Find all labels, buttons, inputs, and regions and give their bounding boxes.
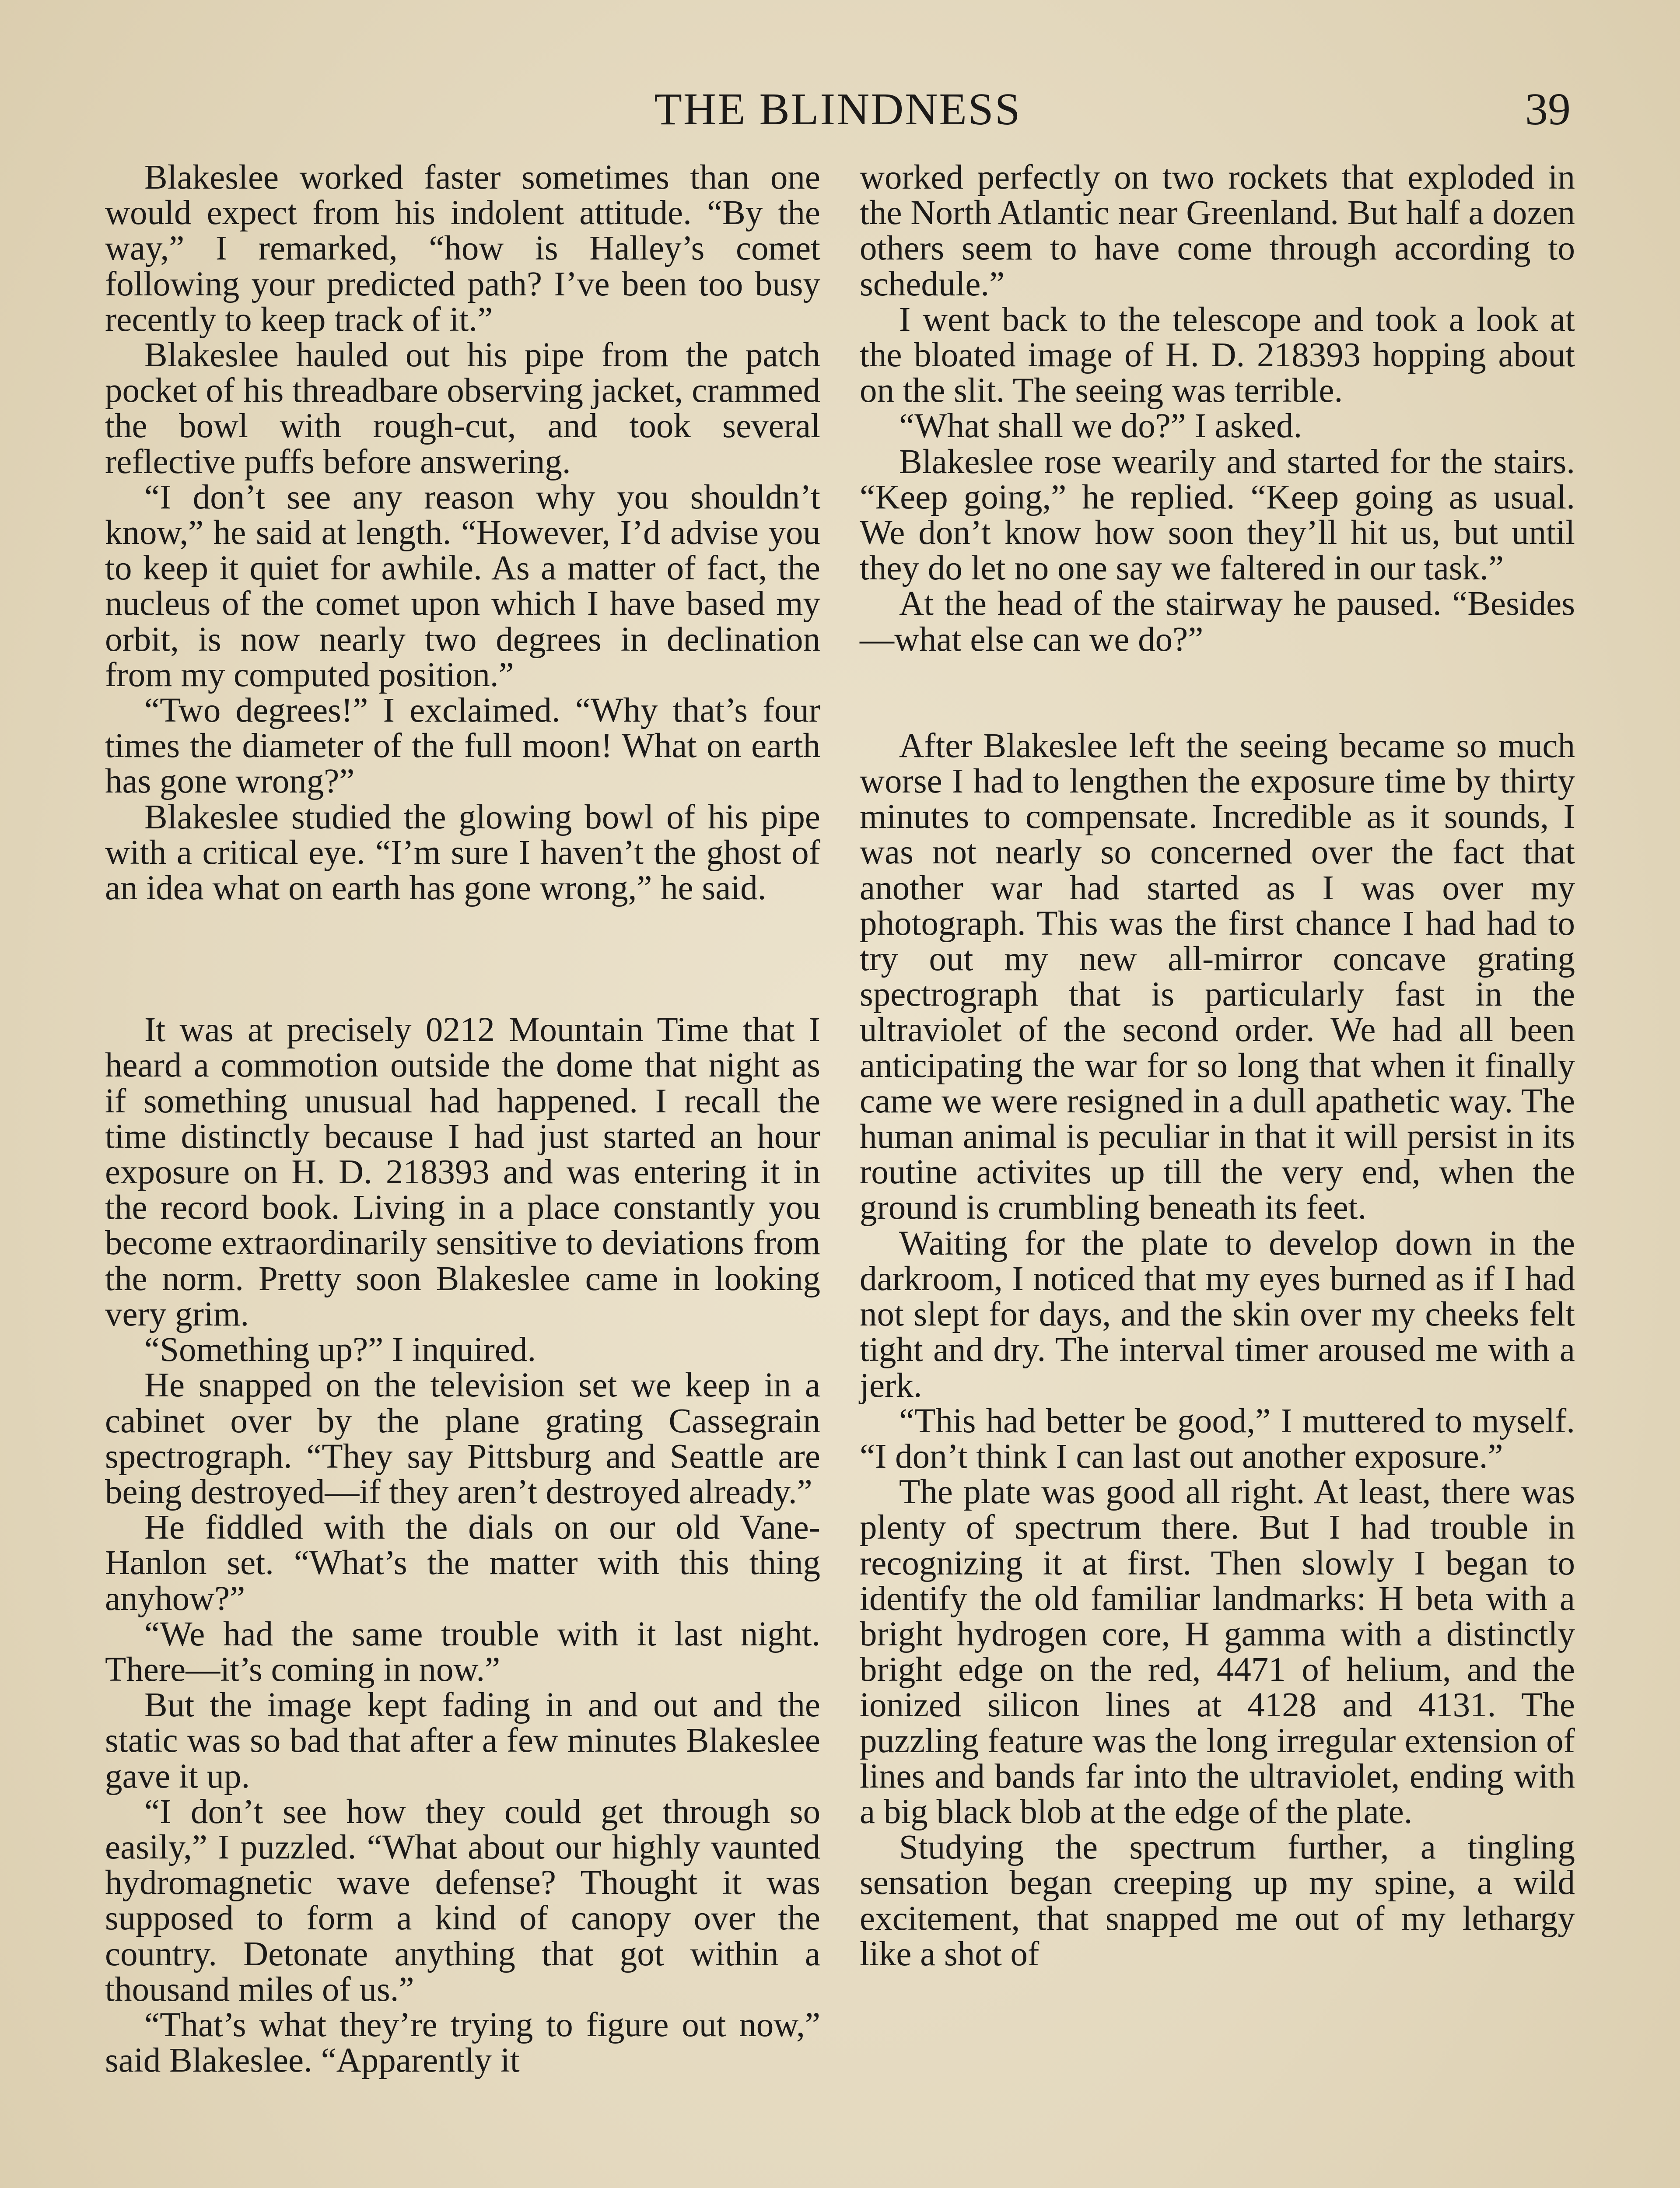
paragraph: I went back to the telescope and took a look at the bloated image of H. D. 218393 hopping about on the slit. The seeing was terrible.: [860, 300, 1575, 410]
paragraph: “I don’t see how they could get through so easily,” I puzzled. “What about our highly vaunted hydromagnetic wave defense? Thought it was supposed to form a kind of canopy over the country. Detonate anything that got within a thousand miles of us.”: [105, 1792, 820, 2009]
paragraph: Blakeslee rose wearily and started for the stairs. “Keep going,” he replied. “Keep going as usual. We don’t know how soon they’ll hit us, but until they do let no one say we faltered in our task.”: [860, 442, 1575, 588]
running-header: [105, 77, 1571, 142]
section-break: [860, 657, 1575, 728]
section-break: [105, 906, 820, 1012]
running-title: THE BLINDNESS: [654, 84, 1022, 134]
paragraph: It was at precisely 0212 Mountain Time that I heard a commotion outside the dome that night as if something unusual had happened. I recall the time distinctly because I had just started an hour exposure on H. D. 218393 and was entering it in the record book. Living in a place constantly you become extraordinarily sensitive to deviations from the norm. Pretty soon Blakeslee came in looking very grim.: [105, 1011, 820, 1333]
paragraph-continued: worked perfectly on two rockets that exploded in the North Atlantic near Greenland. But half a dozen others seem to have come through according to schedule.”: [860, 158, 1575, 303]
left-column: [105, 160, 820, 2078]
paragraph: “I don’t see any reason why you shouldn’t know,” he said at length. “However, I’d advise you to keep it quiet for awhile. As a matter of fact, the nucleus of the comet upon which I have based my orbit, is now nearly two degrees in declination from my computed position.”: [105, 478, 820, 694]
paragraph: “We had the same trouble with it last night. There—it’s coming in now.”: [105, 1615, 820, 1689]
right-column: [860, 160, 1575, 1972]
paragraph: He snapped on the television set we keep in a cabinet over by the plane grating Cassegrain spectrograph. “They say Pittsburg and Seattle are being destroyed—if they aren’t destroyed already.”: [105, 1366, 820, 1511]
paragraph: Studying the spectrum further, a tingling sensation began creeping up my spine, a wild excitement, that snapped me out of my lethargy like a shot of: [860, 1828, 1575, 1973]
paragraph: The plate was good all right. At least, there was plenty of spectrum there. But I had trouble in recognizing it at first. Then slowly I began to identify the old familiar landmarks: H beta with a bright hydrogen core, H gamma with a distinctly bright edge on the red, 4471 of helium, and the ionized silicon lines at 4128 and 4131. The puzzling feature was the long irregular extension of lines and bands far into the ultraviolet, ending with a big black blob at the edge of the plate.: [860, 1473, 1575, 1831]
paragraph: But the image kept fading in and out and the static was so bad that after a few minutes Blakeslee gave it up.: [105, 1686, 820, 1795]
paragraph: “What shall we do?” I asked.: [899, 407, 1302, 445]
paragraph: After Blakeslee left the seeing became so much worse I had to lengthen the exposure time by thirty minutes to compensate. Incredible as it sounds, I was not nearly so concerned over the fact that another war had started as I was over my photograph. This was the first chance I had had to try out my new all-mirror concave grating spectrograph that is particularly fast in the ultraviolet of the second order. We had all been anticipating the war for so long that when it finally came we were resigned in a dull apathetic way. The human animal is peculiar in that it will persist in its routine activites up till the very end, when the ground is crumbling beneath its feet.: [860, 726, 1575, 1227]
paragraph: “Two degrees!” I exclaimed. “Why that’s four times the diameter of the full moon! What on earth has gone wrong?”: [105, 691, 820, 801]
paragraph: “That’s what they’re trying to figure out now,” said Blakeslee. “Apparently it: [105, 2006, 820, 2080]
paragraph: Blakeslee studied the glowing bowl of his pipe with a critical eye. “I’m sure I haven’t the ghost of an idea what on earth has gone wrong,” he said.: [105, 798, 820, 908]
paragraph: Blakeslee hauled out his pipe from the patch pocket of his threadbare observing jacket, crammed the bowl with rough-cut, and took several reflective puffs before answering.: [105, 336, 820, 481]
paragraph: “This had better be good,” I muttered to myself. “I don’t think I can last out another exposure.”: [860, 1402, 1575, 1476]
page-number: 39: [1525, 84, 1571, 134]
paragraph: At the head of the stairway he paused. “Besides—what else can we do?”: [860, 585, 1575, 659]
paragraph: “Something up?” I inquired.: [144, 1331, 536, 1369]
paragraph: He fiddled with the dials on our old Vane-Hanlon set. “What’s the matter with this thing anyhow?”: [105, 1508, 820, 1618]
paragraph: Blakeslee worked faster sometimes than one would expect from his indolent attitude. “By the way,” I remarked, “how is Halley’s comet following your predicted path? I’ve been too busy recently to keep track of it.”: [105, 158, 820, 339]
paragraph: Waiting for the plate to develop down in the darkroom, I noticed that my eyes burned as if I had not slept for days, and the skin over my cheeks felt tight and dry. The interval timer aroused me with a jerk.: [860, 1224, 1575, 1405]
